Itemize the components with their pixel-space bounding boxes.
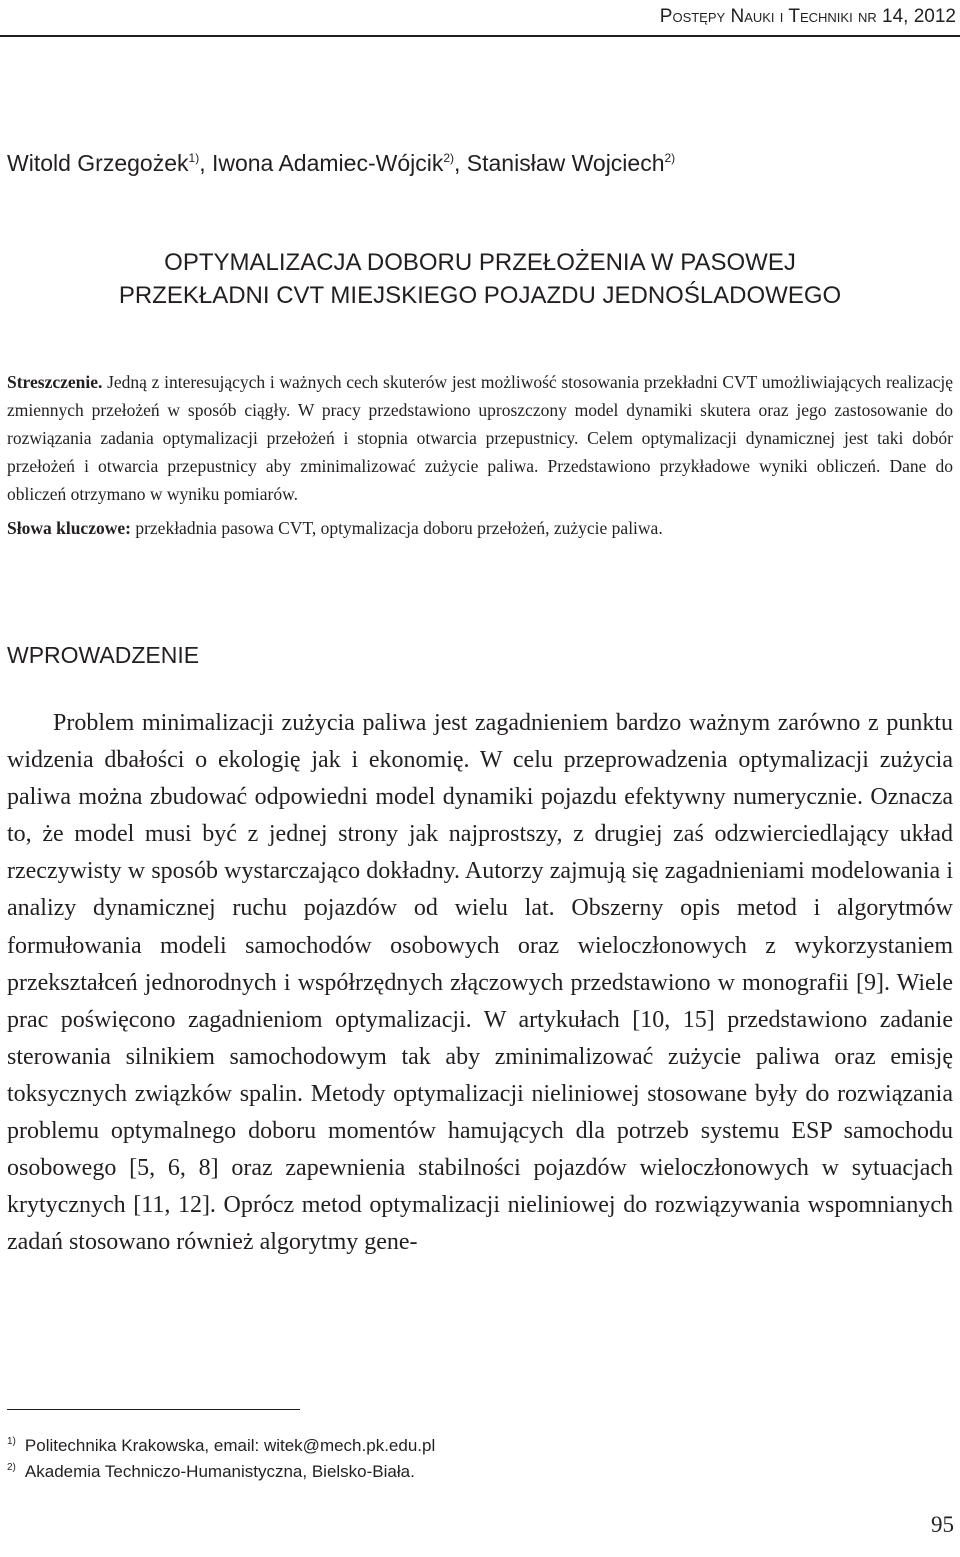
section-heading: WPROWADZENIE: [7, 642, 200, 668]
footnote: [7, 1462, 415, 1482]
affiliation-mark: 2): [443, 151, 454, 165]
author-name: Stanisław Wojciech: [466, 150, 665, 176]
author-separator: ,: [454, 150, 467, 176]
page-number: 95: [931, 1512, 954, 1537]
footnote-mark: 1): [7, 1436, 16, 1447]
body-paragraph: Problem minimalizacji zużycia paliwa jest zagadnieniem bardzo ważnym zarówno z punktu widzenia dbałości o ekologię jak i ekonomię. W celu przeprowadzenia optymalizacji zużycia paliwa można zbudować odpowiedni model dynamiki pojazdu efektywny numerycznie. Oznacza to, że model musi być z jednej strony jak najprostszy, z drugiej zaś odzwierciedlający układ rzeczywisty w sposób wystarczająco dokładny. Autorzy zajmują się zagadnieniami modelowania i analizy dynamicznej ruchu pojazdów od wielu lat. Obszerny opis metod i algorytmów formułowania modeli samochodów osobowych oraz wieloczłonowych z wykorzystaniem przekształceń jednorodnych i współrzędnych złączowych przedstawiono w monografii [9]. Wiele prac poświęcono zagadnieniom optymalizacji. W artykułach [10, 15] przedstawiono zadanie sterowania silnikiem samochodowym tak aby zminimalizować zużycie paliwa oraz emisję toksycznych związków spalin. Metody optymalizacji nieliniowej stosowane były do rozwiązania problemu optymalnego doboru momentów hamujących dla potrzeb systemu ESP samochodu osobowego [5, 6, 8] oraz zapewnienia stabilności pojazdów wieloczłonowych w sytuacjach krytycznych [11, 12]. Oprócz metod optymalizacji nieliniowej do rozwiązywania wspomnianych zadań stosowano również algorytmy gene-: [7, 710, 953, 1256]
footnote-text: Akademia Techniczo-Humanistyczna, Bielsko-Biała.: [24, 1462, 415, 1481]
author-separator: ,: [199, 150, 212, 176]
paper-title: [0, 246, 960, 312]
footnote-text: Politechnika Krakowska, email: witek@mech.pk.edu.pl: [24, 1436, 436, 1455]
title-line: PRZEKŁADNI CVT MIEJSKIEGO POJAZDU JEDNOŚLADOWEGO: [118, 282, 842, 309]
affiliation-mark: 1): [188, 151, 200, 165]
footnote-mark: 2): [7, 1462, 16, 1473]
footnote-divider: [7, 1409, 300, 1410]
abstract-label: Streszczenie.: [7, 372, 103, 392]
footnote: [7, 1436, 435, 1456]
running-header: Postępy Nauki i Techniki nr 14, 2012: [659, 6, 956, 27]
author-list: [7, 150, 675, 177]
abstract-text: Jedną z interesujących i ważnych cech skuterów jest możliwość stosowania przekładni CVT umożliwiających realizację zmiennych przełożeń w sposób ciągły. W pracy przedstawiono uproszczony model dynamiki skutera oraz jego zastosowanie do rozwiązania zadania optymalizacji przełożeń i stopnia otwarcia przepustnicy. Celem optymalizacji dynamicznej jest taki dobór przełożeń i otwarcia przepustnicy aby zminimalizować zużycie paliwa. Przedstawiono przykładowe wyniki obliczeń. Dane do obliczeń otrzymano w wyniku pomiarów.: [7, 372, 953, 504]
author-name: Witold Grzegożek: [7, 150, 189, 176]
keywords-paragraph: [7, 514, 953, 542]
keywords-label: Słowa kluczowe:: [7, 518, 131, 538]
author-name: Iwona Adamiec-Wójcik: [211, 150, 444, 176]
affiliation-mark: 2): [664, 151, 676, 165]
header-divider: [0, 35, 960, 37]
keywords-text: przekładnia pasowa CVT, optymalizacja doboru przełożeń, zużycie paliwa.: [130, 518, 663, 538]
title-line: OPTYMALIZACJA DOBORU PRZEŁOŻENIA W PASOWEJ: [164, 249, 796, 276]
abstract: [7, 368, 953, 542]
abstract-paragraph: [7, 368, 953, 508]
